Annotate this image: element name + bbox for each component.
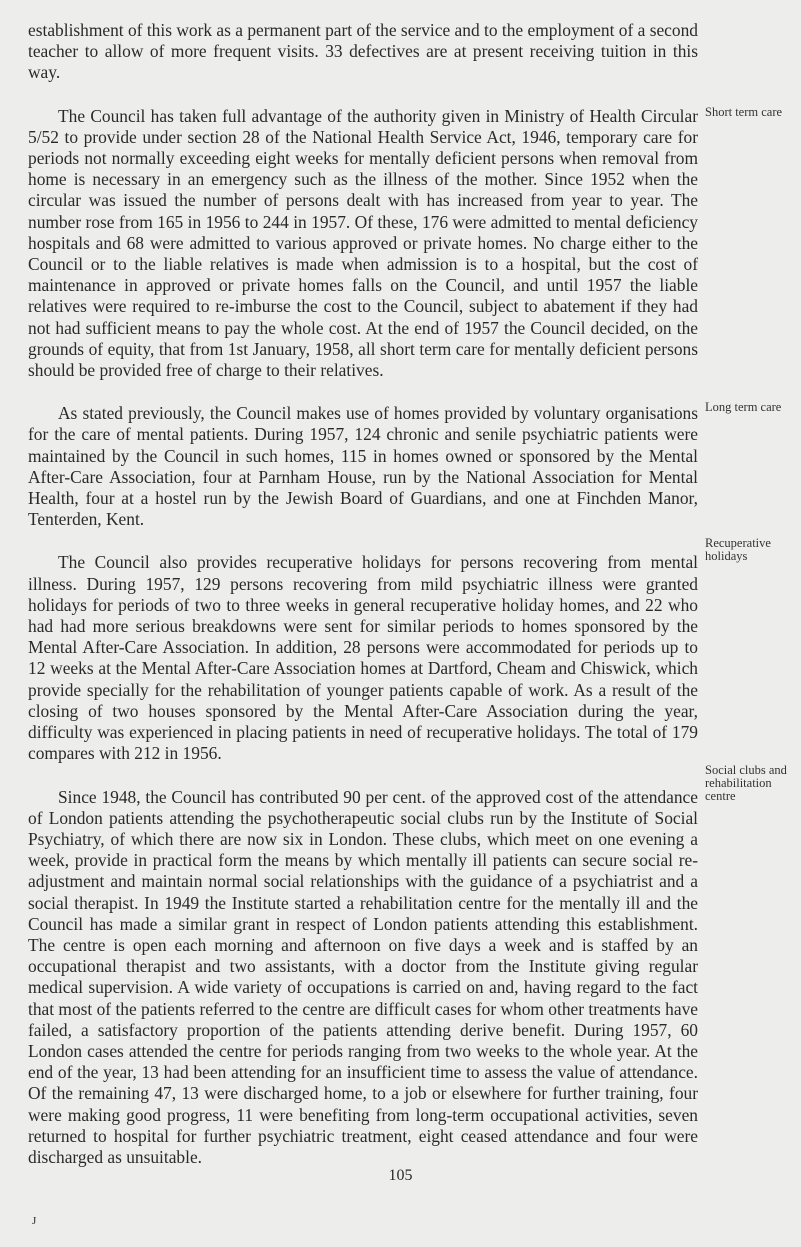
paragraph-social-clubs: Since 1948, the Council has contributed 90 per cent. of the approved cost of the attendance of London patients attending the psychotherapeutic social clubs run by the Institute of Social Psychiatry, of which there are now six in London. These clubs, which meet on one evening a week, provide in practical form the means by which mentally ill patients can secure social re-adjustment and maintain normal social relationships with the guidance of a psychiatrist and a social therapist. In 1949 the Institute started a rehabilitation centre for the mentally ill and the Council has made a similar grant in respect of London patients attending this establishment. The centre is open each morning and afternoon on five days a week and is staffed by an occupational therapist and two assistants, with a doctor from the Institute giving regular medical supervision. A wide variety of occupations is carried on and, having regard to the fact that most of the patients referred to the centre are difficult cases for whom other treatments have failed, a satisfactory proportion of the patients attending derive benefit. During 1957, 60 London cases attended the centre for periods ranging from two weeks to the whole year. At the end of the year, 13 had been attending for an insufficient time to assess the value of attendance. Of the remaining 47, 13 were discharged home, to a job or elsewhere for further training, four were making good progress, 11 were benefiting from long-term occupational activities, seven returned to hospital for further psychiatric treatment, eight ceased attendance and four were discharged as unsuitable. [28, 786, 698, 1167]
page-number: 105 [388, 1167, 413, 1184]
paragraph-long-term-care: As stated previously, the Council makes use of homes provided by voluntary organisations for the care of mental patients. During 1957, 124 chronic and senile psychiatric patients were maintained by the Council in such homes, 115 in homes owned or sponsored by the Mental After-Care Association, four at Parnham House, run by the National Association for Mental Health, four at a hostel run by the Jewish Board of Guardians, and one at Finchden Manor, Tenterden, Kent. [28, 403, 698, 530]
paragraph-recuperative-holidays: The Council also provides recuperative holidays for persons recovering from mental illness. During 1957, 129 persons recovering from mild psychiatric illness were granted holidays for periods of two to three weeks in general recuperative holiday homes, and 22 who had had more serious breakdowns were sent for similar periods to homes sponsored by the Mental After-Care Association. In addition, 28 persons were accommodated for periods up to 12 weeks at the Mental After-Care Association homes at Dartford, Cheam and Chiswick, which provide specially for the rehabilitation of younger patients capable of work. As a result of the closing of two houses sponsored by the Mental After-Care Association during the year, difficulty was experienced in placing patients in need of recuperative holidays. The total of 179 compares with 212 in 1956. [28, 552, 698, 764]
body-text [28, 20, 698, 1168]
margin-note-long-term-care: Long term care [705, 400, 782, 414]
margin-note-recuperative-holidays: Recuperative holidays [705, 536, 771, 563]
paragraph-short-term-care: The Council has taken full advantage of the authority given in Ministry of Health Circular 5/52 to provide under section 28 of the National Health Service Act, 1946, temporary care for periods not normally exceeding eight weeks for mentally deficient persons when removal from home is necessary in an emergency such as the illness of the mother. Since 1952 when the circular was issued the number of persons dealt with has increased from year to year. The number rose from 165 in 1956 to 244 in 1957. Of these, 176 were admitted to mental deficiency hospitals and 68 were admitted to various approved or private homes. No charge either to the Council or to the liable relatives is made when admission is to a hospital, but the cost of maintenance in approved or private homes falls on the Council, and until 1957 the liable relatives were required to re-imburse the cost to the Council, subject to abatement if they had not had sufficient means to pay the whole cost. At the end of 1957 the Council decided, on the grounds of equity, that from 1st January, 1958, all short term care for mentally deficient persons should be provided free of charge to their relatives. [28, 105, 698, 381]
signature-mark: J [32, 1215, 37, 1227]
margin-note-short-term-care: Short term care [705, 105, 783, 119]
paragraph-continuation: establishment of this work as a permanent part of the service and to the employment of a second teacher to allow of more frequent visits. 33 defectives are at present receiving tuition in this way. [28, 20, 698, 83]
margin-note-social-clubs: Social clubs and rehabilitation centre [705, 763, 787, 803]
